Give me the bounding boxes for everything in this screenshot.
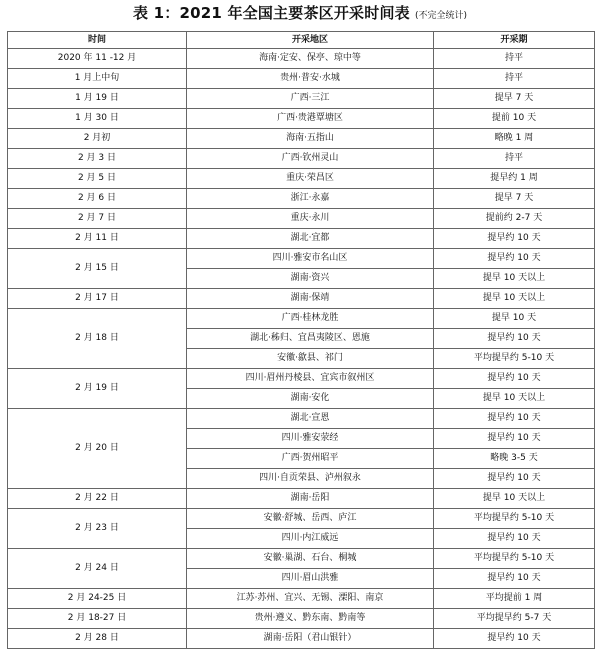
period-cell: 提早 10 天以上	[434, 289, 595, 309]
region-cell: 海南·五指山	[187, 129, 434, 149]
period-cell: 持平	[434, 49, 595, 69]
table-row	[8, 289, 595, 309]
time-cell: 2020 年 11 -12 月	[8, 49, 187, 69]
region-cell: 安徽·巢湖、石台、桐城	[187, 549, 434, 569]
table-row	[8, 409, 595, 429]
table-row	[8, 489, 595, 509]
period-cell: 提早约 10 天	[434, 329, 595, 349]
table-row	[8, 69, 595, 89]
table-row	[8, 149, 595, 169]
period-cell: 提早 10 天	[434, 309, 595, 329]
table-row	[8, 129, 595, 149]
period-cell: 略晚 3-5 天	[434, 449, 595, 469]
period-cell: 提早约 1 周	[434, 169, 595, 189]
time-cell: 2 月 22 日	[8, 489, 187, 509]
table-row	[8, 369, 595, 389]
time-cell: 2 月 17 日	[8, 289, 187, 309]
table-subtitle: (不完全统计)	[414, 11, 467, 21]
table-row	[8, 169, 595, 189]
region-cell: 四川·自贡荣县、泸州叙永	[187, 469, 434, 489]
time-cell: 2 月 6 日	[8, 189, 187, 209]
table-row	[8, 549, 595, 569]
time-cell: 2 月 24 日	[8, 549, 187, 589]
region-cell: 广西·贵港覃塘区	[187, 109, 434, 129]
period-cell: 提早约 10 天	[434, 469, 595, 489]
period-cell: 提早约 10 天	[434, 369, 595, 389]
period-cell: 提早约 10 天	[434, 629, 595, 649]
time-cell: 2 月 23 日	[8, 509, 187, 549]
period-cell: 提早约 10 天	[434, 249, 595, 269]
time-cell: 2 月 18 日	[8, 309, 187, 369]
region-cell: 安徽·舒城、岳西、庐江	[187, 509, 434, 529]
title-row	[0, 2, 600, 28]
region-cell: 湖南·资兴	[187, 269, 434, 289]
harvest-schedule-table	[7, 31, 595, 649]
period-cell: 持平	[434, 69, 595, 89]
region-cell: 湖北·宜都	[187, 229, 434, 249]
header-time: 时间	[8, 32, 187, 49]
region-cell: 湖北·秭归、宜昌夷陵区、恩施	[187, 329, 434, 349]
region-cell: 四川·雅安荥经	[187, 429, 434, 449]
time-cell: 2 月 15 日	[8, 249, 187, 289]
period-cell: 提早约 10 天	[434, 429, 595, 449]
time-cell: 2 月 19 日	[8, 369, 187, 409]
period-cell: 提早约 10 天	[434, 529, 595, 549]
period-cell: 提早约 10 天	[434, 569, 595, 589]
period-cell: 提早 7 天	[434, 89, 595, 109]
table-row	[8, 189, 595, 209]
table-row	[8, 509, 595, 529]
region-cell: 广西·桂林龙胜	[187, 309, 434, 329]
table-row	[8, 309, 595, 329]
table-body	[8, 49, 595, 649]
time-cell: 2 月 11 日	[8, 229, 187, 249]
time-cell: 1 月 30 日	[8, 109, 187, 129]
table-row	[8, 109, 595, 129]
region-cell: 重庆·荣昌区	[187, 169, 434, 189]
region-cell: 湖南·岳阳（君山银针）	[187, 629, 434, 649]
period-cell: 平均提早约 5-7 天	[434, 609, 595, 629]
period-cell: 平均提早约 5-10 天	[434, 349, 595, 369]
time-cell: 1 月上中旬	[8, 69, 187, 89]
time-cell: 2 月 28 日	[8, 629, 187, 649]
period-cell: 持平	[434, 149, 595, 169]
time-cell: 1 月 19 日	[8, 89, 187, 109]
region-cell: 四川·眉山洪雅	[187, 569, 434, 589]
table-row	[8, 629, 595, 649]
table-row	[8, 249, 595, 269]
period-cell: 提早约 10 天	[434, 229, 595, 249]
period-cell: 平均提前 1 周	[434, 589, 595, 609]
period-cell: 提早 10 天以上	[434, 389, 595, 409]
region-cell: 重庆·永川	[187, 209, 434, 229]
region-cell: 四川·眉州丹棱县、宜宾市叙州区	[187, 369, 434, 389]
period-cell: 提早 10 天以上	[434, 489, 595, 509]
time-cell: 2 月 24-25 日	[8, 589, 187, 609]
period-cell: 提前 10 天	[434, 109, 595, 129]
period-cell: 提前约 2-7 天	[434, 209, 595, 229]
region-cell: 湖南·保靖	[187, 289, 434, 309]
region-cell: 湖北·宣恩	[187, 409, 434, 429]
period-cell: 提早 7 天	[434, 189, 595, 209]
table-title: 表 1：2021 年全国主要茶区开采时间表	[133, 4, 410, 22]
region-cell: 浙江·永嘉	[187, 189, 434, 209]
time-cell: 2 月 7 日	[8, 209, 187, 229]
region-cell: 江苏·苏州、宜兴、无锡、溧阳、南京	[187, 589, 434, 609]
region-cell: 安徽·歙县、祁门	[187, 349, 434, 369]
table-row	[8, 209, 595, 229]
region-cell: 广西·贺州昭平	[187, 449, 434, 469]
time-cell: 2 月 3 日	[8, 149, 187, 169]
table-row	[8, 89, 595, 109]
table-row	[8, 229, 595, 249]
period-cell: 提早约 10 天	[434, 409, 595, 429]
table-row	[8, 49, 595, 69]
time-cell: 2 月初	[8, 129, 187, 149]
region-cell: 广西·钦州灵山	[187, 149, 434, 169]
header-region: 开采地区	[187, 32, 434, 49]
region-cell: 湖南·安化	[187, 389, 434, 409]
time-cell: 2 月 5 日	[8, 169, 187, 189]
region-cell: 贵州·遵义、黔东南、黔南等	[187, 609, 434, 629]
region-cell: 海南·定安、保亭、琼中等	[187, 49, 434, 69]
region-cell: 湖南·岳阳	[187, 489, 434, 509]
table-row	[8, 589, 595, 609]
time-cell: 2 月 20 日	[8, 409, 187, 489]
period-cell: 平均提早约 5-10 天	[434, 549, 595, 569]
header-row	[8, 32, 595, 49]
region-cell: 四川·雅安市名山区	[187, 249, 434, 269]
region-cell: 贵州·普安·水城	[187, 69, 434, 89]
header-period: 开采期	[434, 32, 595, 49]
period-cell: 略晚 1 周	[434, 129, 595, 149]
period-cell: 平均提早约 5-10 天	[434, 509, 595, 529]
period-cell: 提早 10 天以上	[434, 269, 595, 289]
table-row	[8, 609, 595, 629]
region-cell: 四川·内江威远	[187, 529, 434, 549]
time-cell: 2 月 18-27 日	[8, 609, 187, 629]
region-cell: 广西·三江	[187, 89, 434, 109]
